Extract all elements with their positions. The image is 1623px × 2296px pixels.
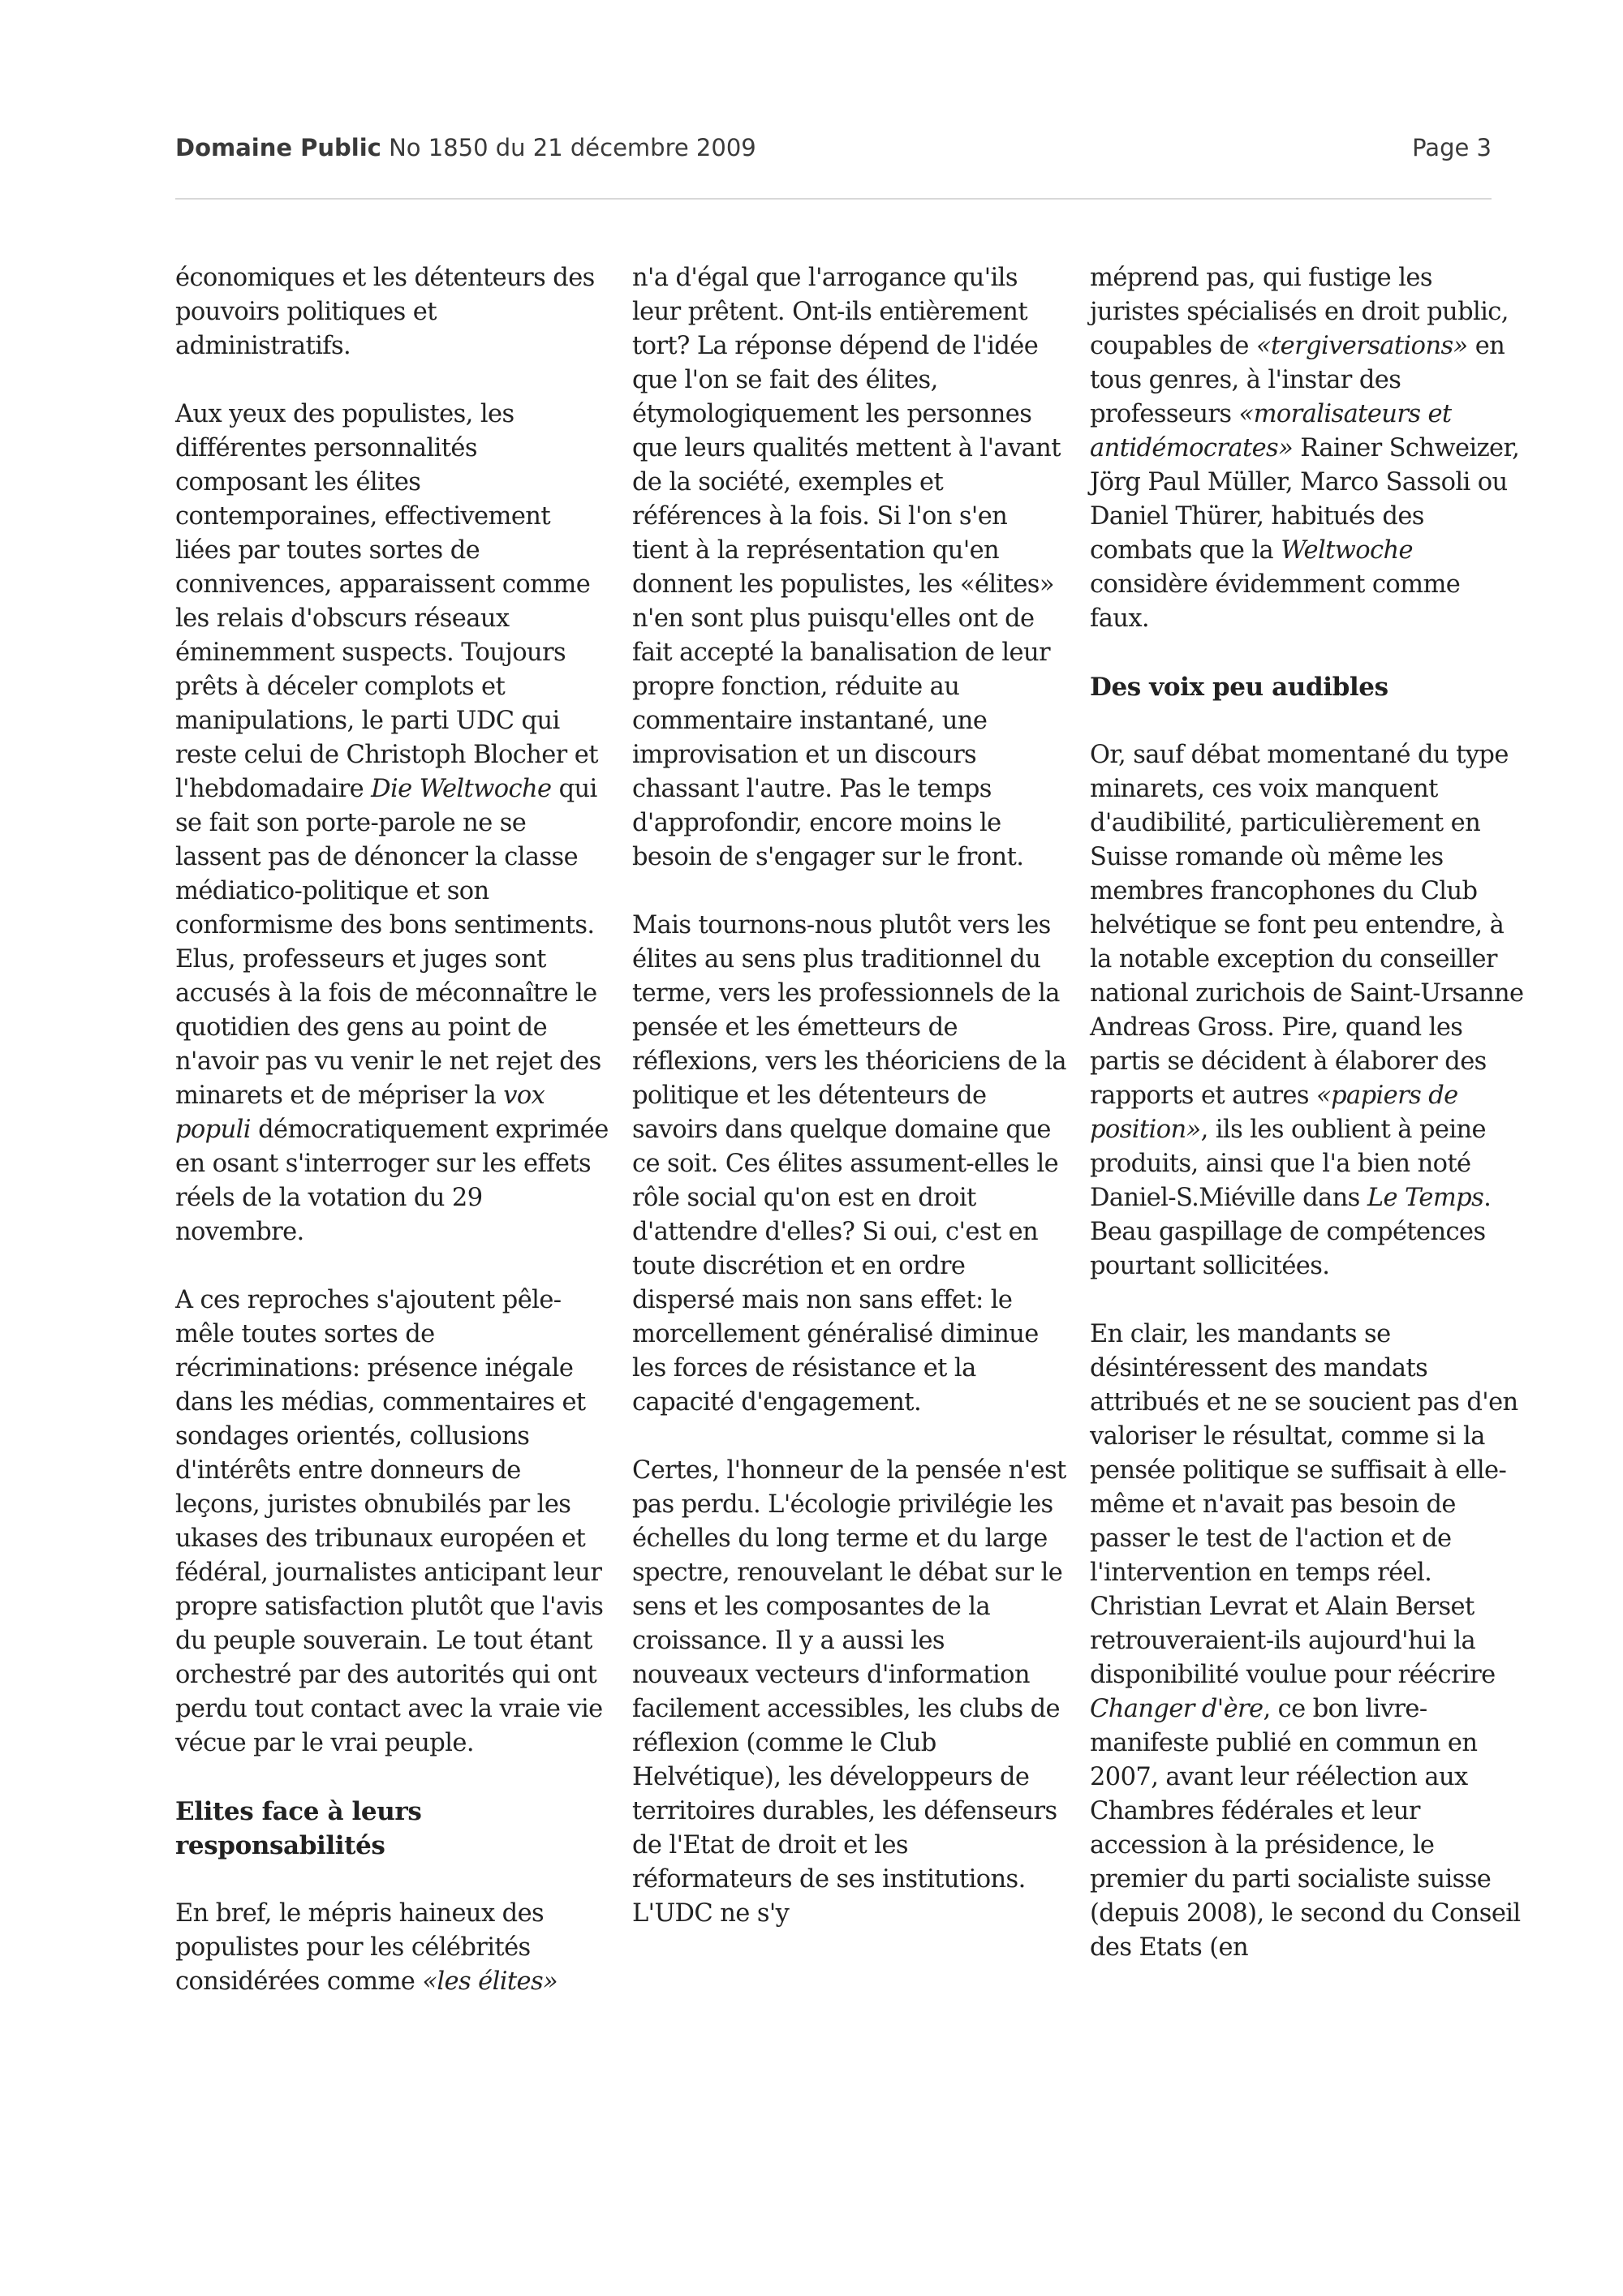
paragraph: A ces reproches s'ajoutent pêle-mêle toutes sortes de récriminations: présence inégale dans les médias, commentaires et sondages orientés, collusions d'intérêts entre donneurs de leçons, juristes obnubilés par les ukases des tribunaux européen et fédéral, journalistes anticipant leur propre satisfaction plutôt que l'avis du peuple souverain. Le tout étant orchestré par des autorités qui ont perdu tout contact avec la vraie vie vécue par le vrai peuple. xyxy=(175,1286,604,1757)
paragraph: n'a d'égal que l'arrogance qu'ils leur prêtent. Ont-ils entièrement tort? La réponse dépend de l'idée que l'on se fait des élites, étymologiquement les personnes que leurs qualités mettent à l'avant de la société, exemples et références à la fois. Si l'on s'en tient à la représentation qu'en donnent les populistes, les «élites» n'en sont plus puisqu'elles ont de fait accepté la banalisation de leur propre fonction, réduite au commentaire instantané, une improvisation et un discours chassant l'autre. Pas le temps d'approfondir, encore moins le besoin de s'engager sur le front. xyxy=(632,264,1061,871)
paragraph: méprend pas, qui fustige les juristes spécialisés en droit public, coupables de «tergiversations» en tous genres, à l'instar des professeurs «moralisateurs et antidémocrates» Rainer Schweizer, Jörg Paul Müller, Marco Sassoli ou Daniel Thürer, habitués des combats que la Weltwoche considère évidemment comme faux. xyxy=(1090,264,1520,633)
section-heading: Elites face à leurs responsabilités xyxy=(175,1797,422,1860)
publication-name: Domaine Public xyxy=(175,134,381,161)
paragraph: En clair, les mandants se désintéressent des mandats attribués et ne se soucient pas d'en valoriser le résultat, comme si la pensée politique se suffisait à elle-même et n'avait pas besoin de passer le test de l'action et de l'intervention en temps réel. Christian Levrat et Alain Berset retrouveraient-ils aujourd'hui la disponibilité voulue pour réécrire Changer d'ère, ce bon livre-manifeste publié en commun en 2007, avant leur réélection aux Chambres fédérales et leur accession à la présidence, le premier du parti socialiste suisse (depuis 2008), le second du Conseil des Etats (en xyxy=(1090,1320,1521,1962)
paragraph: Aux yeux des populistes, les différentes personnalités composant les élites contemporaines, effectivement liées par toutes sortes de connivences, apparaissent comme les relais d'obscurs réseaux éminemment suspects. Toujours prêts à déceler complots et manipulations, le parti UDC qui reste celui de Christoph Blocher et l'hebdomadaire Die Weltwoche qui se fait son porte-parole ne se lassent pas de dénoncer la classe médiatico-politique et son conformisme des bons sentiments. Elus, professeurs et juges sont accusés à la fois de méconnaître le quotidien des gens au point de n'avoir pas vu venir le net rejet des minarets et de mépriser la vox populi démocratiquement exprimée en osant s'interroger sur les effets réels de la votation du 29 novembre. xyxy=(175,400,609,1246)
page-number: Page 3 xyxy=(1412,134,1492,161)
issue-info: No 1850 du 21 décembre 2009 xyxy=(389,134,756,161)
page-header xyxy=(175,134,1492,173)
column-1 xyxy=(175,261,610,1999)
column-2 xyxy=(632,261,1067,1931)
paragraph: Certes, l'honneur de la pensée n'est pas perdu. L'écologie privilégie les échelles du long terme et du large spectre, renouvelant le débat sur le sens et les composantes de la croissance. Il y a aussi les nouveaux vecteurs d'information facilement accessibles, les clubs de réflexion (comme le Club Helvétique), les développeurs de territoires durables, les défenseurs de l'Etat de droit et les réformateurs de ses institutions. L'UDC ne s'y xyxy=(632,1456,1066,1928)
header-divider xyxy=(175,198,1492,200)
paragraph: En bref, le mépris haineux des populistes pour les célébrités considérées comme «les élites» xyxy=(175,1899,558,1996)
paragraph: Mais tournons-nous plutôt vers les élites au sens plus traditionnel du terme, vers les professionnels de la pensée et les émetteurs de réflexions, vers les théoriciens de la politique et les détenteurs de savoirs dans quelque domaine que ce soit. Ces élites assument-elles le rôle social qu'on est en droit d'attendre d'elles? Si oui, c'est en toute discrétion et en ordre dispersé mais non sans effet: le morcellement généralisé diminue les forces de résistance et la capacité d'engagement. xyxy=(632,911,1067,1417)
paragraph: Or, sauf débat momentané du type minarets, ces voix manquent d'audibilité, particulièrement en Suisse romande où même les membres francophones du Club helvétique se font peu entendre, à la notable exception du conseiller national zurichois de Saint-Ursanne Andreas Gross. Pire, quand les partis se décident à élaborer des rapports et autres «papiers de position», ils les oublient à peine produits, ainsi que l'a bien noté Daniel-S.Miéville dans Le Temps. Beau gaspillage de compétences pourtant sollicitées. xyxy=(1090,741,1524,1280)
column-3 xyxy=(1090,261,1525,1965)
paragraph: économiques et les détenteurs des pouvoirs politiques et administratifs. xyxy=(175,264,595,360)
section-heading: Des voix peu audibles xyxy=(1090,673,1388,702)
